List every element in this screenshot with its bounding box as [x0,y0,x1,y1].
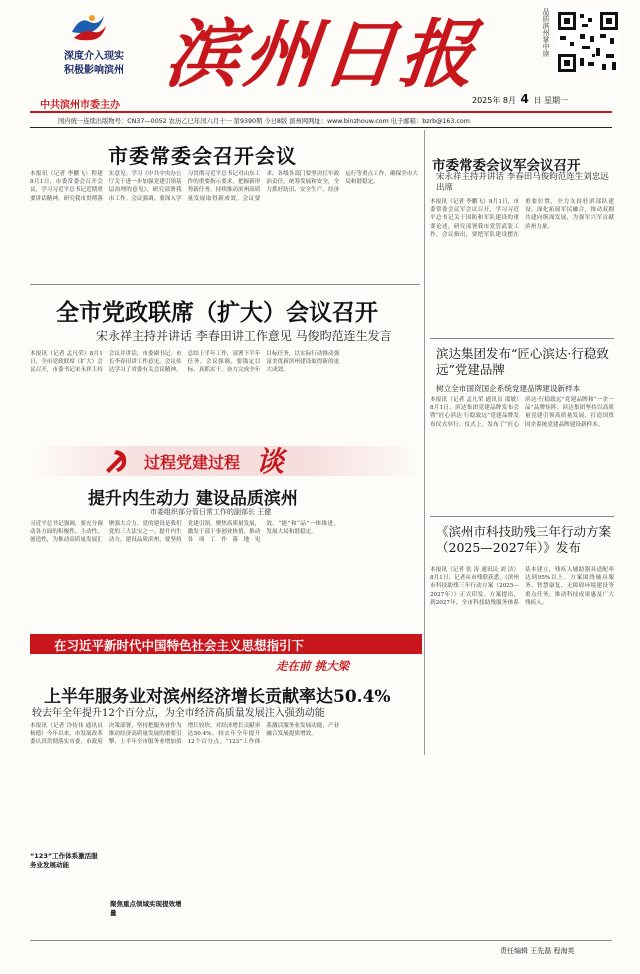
newspaper-title: 滨州日报 [161,12,483,98]
section-subhead-1: “123”工作体系激活服务业发展动能 [30,852,102,870]
article-body: 习近平总书记强调，要充分调动各方面的积极性、主动性、创造性，为推动高质量发展汇聚强大合力。党的建设是我们党的三大法宝之一。提升内生动力，建设品质滨州，要坚持党建引领，聚焦高质量发展，激发干部干事创业热情，推动各项工作落地见效。“能”和“品”一体推进，发展大局和谐稳定。 [30,521,340,544]
sponsor: 中共滨州市委主办 [40,100,120,111]
subheadline: 宋永祥主持并讲话 李春田马俊昀范连生刘忠远出席 [436,172,609,193]
date-line: 2025年 8月 4 日 星期一 [472,92,568,106]
qr-code-icon[interactable] [556,10,620,74]
article-body: 本报讯（记者 张 涛 通讯员 刘 洁）8月1日，记者从市残联获悉，《滨州市科技助残三年行动方案（2025—2027年）》正式印发。方案提出，到2027年，全市科技助残服务体系基本建立，残疾人辅助器具适配率达到95%以上。方案围绕辅具服务、智慧康复、无障碍环境建设等重点任务，推动科技成果惠及广大残疾人。 [430,567,614,606]
headline[interactable]: 全市党政联席（扩大）会议召开 [56,299,378,326]
headline[interactable]: 市委常委会召开会议 [108,144,297,168]
article-body: 本报讯（记者 冷传伟 通讯员 杨德）今年以来，市发展改革委认真贯彻落实市委、市政府决策部署，坚持把服务业作为推动经济高质量发展的重要引擎，上半年全市服务业增加值增长较快，对经济增长贡献率达50.4%，较去年全年提升12个百分点。“123”工作体系激活服务业发展动能，产业融合发展提质增效。 [30,723,340,746]
sub-banner: 走在前 挑大梁 [276,659,350,673]
editor-credit: 责任编辑 王先磊 程海英 [500,947,575,955]
banner-char: 谈 [256,445,285,478]
newspaper-logo [68,10,108,46]
red-banner-text: 在习近平新时代中国特色社会主义思想指引下 [54,638,305,653]
issue-info: 国内统一连续出版物号：CN37—0052 农历乙巳年闰六月十一 第9390期 今日8版 滨州网网址：www.binzhouw.com 电子邮箱：bzrb@163.com [58,118,470,125]
subheadline: 宋永祥主持并讲话 李春田讲工作意见 马俊昀范连生发言 [96,329,392,343]
article-body: 本报讯（记者 李鹏飞）8月1日，市委常委会议军会议召开，学习习近平总书记关于国防和军队建设的重要论述，研究部署我市党管武装工作。会议指出，要把军队建设摆在重要位置，全力支持驻滨部队建设，深化拓展军民融合，推动双拥共建向纵深发展，为强军兴军贡献滨州力量。 [430,199,614,238]
banner-text: 过程党建过程 [144,453,241,472]
byline: 市委组织部分管日常工作的副部长 王健 [150,508,272,516]
article-body: 本报讯（记者 李鹏飞）程建 8月1日，市委常委会召开会议，学习习近平总书记近期重要讲话精神，研究我市贯彻落实意见；学习《中共中央办公厅关于进一步加强党建引领基层治理的意见》，研究部署我市工作。会议强调，要深入学习贯彻习近平总书记对山东工作的重要指示要求，把握新形势新任务，持续推动滨州高质量发展取得新成效。会议要求，各级各部门要坚决扛牢政治责任，统筹发展和安全，全力抓好防汛、安全生产、经济运行等重点工作，确保全市大局和谐稳定。 [30,171,418,202]
party-emblem-icon [100,446,130,476]
article-body: 本报讯（记者 孟凡荣）8月1日，全市党政联席（扩大）会议召开，市委书记宋永祥主持会议并讲话，市委副书记、市长李春田讲工作意见。会议传达学习了省委有关会议精神，总结上半年工作，部署下半年任务。会议强调，要锚定目标、真抓实干，奋力完成全年目标任务，以实际行动推动强富美优新滨州建设取得新的更大成效。 [30,351,340,374]
qr-caption: 品质滨州掌中读 [542,8,550,57]
slogan: 深度介入现实 积极影响滨州 [64,51,124,76]
headline[interactable]: 提升内生动力 建设品质滨州 [88,489,298,509]
headline[interactable]: 上半年服务业对滨州经济增长贡献率达50.4% [44,687,391,707]
headline[interactable]: 《滨州市科技助残三年行动方案（2025—2027年）》发布 [436,524,612,555]
headline[interactable]: 滨达集团发布“匠心滨达·行稳致远”党建品牌 [436,346,609,377]
section-subhead-2: 聚焦重点领域实现提效增量 [110,900,182,917]
headline[interactable]: 市委常委会议军会议召开 [432,158,581,174]
subheadline: 较去年全年提升12个百分点，为全市经济高质量发展注入强劲动能 [32,708,325,719]
article-body: 本报讯（记者 孟凡荣 通讯员 邵敏）8月1日，滨达集团党建品牌发布会暨“匠心滨达·行稳致远”党建品牌发布仪式举行。仪式上，发布了“匠心滨达·行稳致远”党建品牌和“一企一品”品牌矩阵。滨达集团坚持以高质量党建引领高质量发展，打造国资国企系统党建品牌建设新样本。 [430,397,614,428]
subheadline: 树立全市国资国企系统党建品牌建设新样本 [436,384,581,393]
